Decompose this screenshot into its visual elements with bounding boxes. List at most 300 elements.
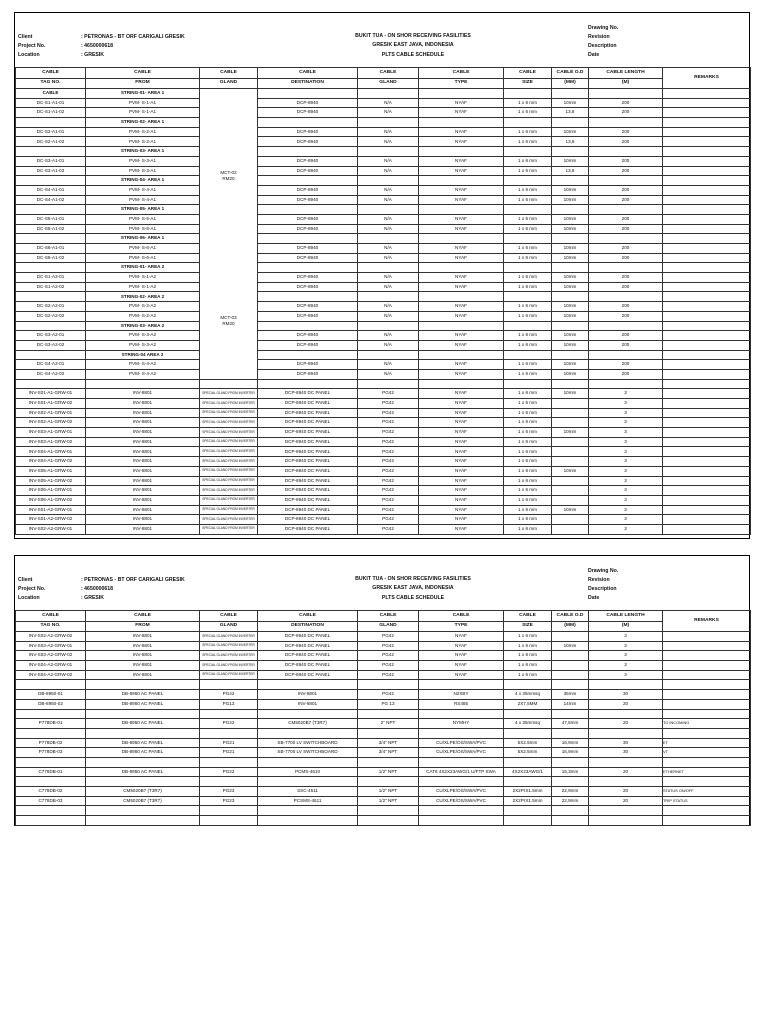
table-row bbox=[16, 389, 751, 399]
cable-type-cell: NYAF bbox=[419, 331, 504, 341]
empty-cell bbox=[552, 379, 589, 389]
cable-type-cell: NYAF bbox=[419, 466, 504, 476]
cable-tag-cell: P778DB-03 bbox=[16, 748, 86, 758]
cable-tag-cell: C778DB-02 bbox=[16, 787, 86, 797]
col-gland-subheader: GLAND bbox=[200, 78, 258, 89]
empty-cell bbox=[504, 147, 552, 157]
remarks-cell bbox=[663, 495, 751, 505]
cable-tag-cell: DC-S4-A2-02 bbox=[16, 369, 86, 379]
empty-cell bbox=[86, 379, 200, 389]
empty-cell bbox=[552, 728, 589, 738]
table-row bbox=[16, 690, 751, 700]
cable-size-cell: 1 x 6 mm bbox=[504, 214, 552, 224]
cable-tag-cell: DC-S2-A1-01 bbox=[16, 127, 86, 137]
cable-from-cell: PVM- S-4-A2 bbox=[86, 369, 200, 379]
cable-size-cell: 1 x 6 mm bbox=[504, 466, 552, 476]
client-label: Client bbox=[18, 577, 33, 583]
cable-gland2-cell: N/A bbox=[358, 185, 419, 195]
empty-cell bbox=[200, 728, 258, 738]
cable-from-cell: INV-8801 bbox=[86, 457, 200, 467]
cable-size-cell: 1 x 6 mm bbox=[504, 389, 552, 399]
cable-from-cell: DB-8950 AC PANEL bbox=[86, 690, 200, 700]
sheet-header bbox=[15, 556, 749, 610]
cable-destination-cell: DCP-8940 DC PANEL bbox=[258, 515, 358, 525]
cable-from-cell: CM5020B7 (T3R7) bbox=[86, 796, 200, 806]
cable-tag-cell: DC-S3-A2-01 bbox=[16, 331, 86, 341]
empty-cell bbox=[16, 379, 86, 389]
cable-type-cell: NYAF bbox=[419, 340, 504, 350]
remarks-cell bbox=[663, 418, 751, 428]
cable-schedule-sheet-1 bbox=[14, 12, 750, 539]
cable-destination-cell: DCP-8940 bbox=[258, 98, 358, 108]
empty-cell bbox=[589, 379, 663, 389]
empty-cell bbox=[358, 321, 419, 331]
special-gland-cell: SPECIAL GLAND FROM INVERTER bbox=[200, 476, 258, 486]
cable-tag-cell: DC-S2-A2-02 bbox=[16, 311, 86, 321]
table-row bbox=[16, 787, 751, 797]
remarks-cell: TRIP STATUS bbox=[663, 796, 751, 806]
cable-tag-cell: DC-S5-A1-02 bbox=[16, 224, 86, 234]
cable-od-cell: 10mm bbox=[552, 428, 589, 438]
remarks-cell bbox=[663, 360, 751, 370]
cable-destination-cell: DCP-8940 DC PANEL bbox=[258, 418, 358, 428]
cable-type-cell: NYAF bbox=[419, 98, 504, 108]
cable-tag-cell: C778DB-01 bbox=[16, 767, 86, 777]
empty-cell bbox=[663, 234, 751, 244]
cable-tag-cell bbox=[16, 263, 86, 273]
cable-from-cell: INV-8801 bbox=[86, 389, 200, 399]
cable-length-cell: 3 bbox=[589, 437, 663, 447]
cable-destination-cell: DCP-8940 bbox=[258, 185, 358, 195]
cable-od-cell: 35mm bbox=[552, 690, 589, 700]
remarks-cell bbox=[663, 244, 751, 254]
remarks-cell bbox=[663, 331, 751, 341]
empty-cell bbox=[663, 205, 751, 215]
cable-size-cell: 4X2X23AWG/1 bbox=[504, 767, 552, 777]
empty-cell bbox=[16, 806, 86, 816]
cable-length-cell: 3 bbox=[589, 505, 663, 515]
cable-tag-cell: INV-S03-A2-GRW-01 bbox=[16, 641, 86, 651]
cable-gland2-cell: N/A bbox=[358, 195, 419, 205]
cable-from-cell: INV-8801 bbox=[86, 447, 200, 457]
cable-gland2-cell: PG42 bbox=[358, 486, 419, 496]
cable-type-cell: NYAF bbox=[419, 389, 504, 399]
remarks-cell: ETHERNET bbox=[663, 767, 751, 777]
cable-type-cell: NYAF bbox=[419, 408, 504, 418]
empty-cell bbox=[258, 176, 358, 186]
cable-type-cell: NYAF bbox=[419, 224, 504, 234]
empty-cell bbox=[86, 806, 200, 816]
string-group-row bbox=[16, 205, 751, 215]
date-label: Date bbox=[588, 595, 600, 601]
empty-cell bbox=[358, 263, 419, 273]
location-label: Location bbox=[18, 52, 40, 58]
cable-od-cell: 10mm bbox=[552, 389, 589, 399]
cable-size-cell: 1 x 6 mm bbox=[504, 408, 552, 418]
project-value: : 4650000618 bbox=[81, 586, 114, 592]
cable-length-cell: 3 bbox=[589, 495, 663, 505]
cable-table-2 bbox=[15, 610, 751, 826]
cable-tag-cell bbox=[16, 234, 86, 244]
remarks-cell: STATUS ON/OFF bbox=[663, 787, 751, 797]
cable-destination-cell: DCP-8940 bbox=[258, 137, 358, 147]
cable-size-cell: 5X2.5mm bbox=[504, 748, 552, 758]
cable-type-cell: RS485 bbox=[419, 699, 504, 709]
blank-row bbox=[16, 379, 751, 389]
special-gland-cell: SPECIAL GLAND FROM INVERTER bbox=[200, 408, 258, 418]
cable-size-cell: 1 x 6 mm bbox=[504, 515, 552, 525]
cable-size-cell: 1 x 6 mm bbox=[504, 476, 552, 486]
cable-from-cell: PVM- S-3-A2 bbox=[86, 331, 200, 341]
special-gland-cell: SPECIAL GLAND FROM INVERTER bbox=[200, 651, 258, 661]
cable-gland2-cell: PG42 bbox=[358, 476, 419, 486]
cable-type-cell: NYAF bbox=[419, 360, 504, 370]
cable-size-cell: 1 x 6 mm bbox=[504, 360, 552, 370]
table-row bbox=[16, 253, 751, 263]
cable-destination-cell: DCP-8940 bbox=[258, 166, 358, 176]
remarks-cell bbox=[663, 311, 751, 321]
cable-tag-cell bbox=[16, 147, 86, 157]
cable-gland2-cell: N/A bbox=[358, 253, 419, 263]
empty-cell bbox=[419, 709, 504, 719]
remarks-cell bbox=[663, 273, 751, 283]
string-group-label: STRING-01- AREA 2 bbox=[86, 263, 200, 273]
cable-from-cell: INV-8801 bbox=[86, 428, 200, 438]
cable-gland2-cell: N/A bbox=[358, 137, 419, 147]
cable-od-cell: 22,9mm bbox=[552, 796, 589, 806]
project-label: Project No. bbox=[18, 43, 46, 49]
cable-size-cell: 1 x 6 mm bbox=[504, 505, 552, 515]
remarks-cell bbox=[663, 408, 751, 418]
empty-cell bbox=[358, 147, 419, 157]
cable-type-cell: NYAF bbox=[419, 457, 504, 467]
cable-type-cell: NYAF bbox=[419, 311, 504, 321]
remarks-cell: ET bbox=[663, 738, 751, 748]
cable-tag-cell bbox=[16, 321, 86, 331]
table-row bbox=[16, 796, 751, 806]
cable-type-cell: NYAF bbox=[419, 428, 504, 438]
cable-destination-cell: PCSMS-4611 bbox=[258, 796, 358, 806]
cable-length-cell: 3 bbox=[589, 632, 663, 642]
empty-cell bbox=[552, 321, 589, 331]
cable-size-cell: 1 x 6 mm bbox=[504, 457, 552, 467]
cable-length-cell: 3 bbox=[589, 476, 663, 486]
cable-from-cell: PVM- S-4-A1 bbox=[86, 185, 200, 195]
cable-od-cell: 10mm bbox=[552, 185, 589, 195]
blank-row bbox=[16, 680, 751, 690]
cable-length-cell: 200 bbox=[589, 108, 663, 118]
cable-from-cell: INV-8801 bbox=[86, 418, 200, 428]
cable-gland2-cell: N/A bbox=[358, 331, 419, 341]
table-row bbox=[16, 524, 751, 534]
empty-cell bbox=[504, 350, 552, 360]
cable-od-cell: 13,8 bbox=[552, 108, 589, 118]
cable-length-cell: 3 bbox=[589, 466, 663, 476]
cable-gland2-cell: 1/2" NPT bbox=[358, 767, 419, 777]
cable-gland2-cell: PG42 bbox=[358, 389, 419, 399]
col-tag-subheader: TAG NO. bbox=[16, 78, 86, 89]
cable-from-cell: INV-8801 bbox=[86, 476, 200, 486]
cable-destination-cell: DCP-8940 bbox=[258, 331, 358, 341]
remarks-cell bbox=[663, 699, 751, 709]
cable-destination-cell: DCP-8940 DC PANEL bbox=[258, 437, 358, 447]
remarks-cell bbox=[663, 486, 751, 496]
empty-cell bbox=[258, 89, 358, 99]
cable-length-cell: 3 bbox=[589, 515, 663, 525]
cable-od-cell: 10mm bbox=[552, 311, 589, 321]
cable-length-cell: 200 bbox=[589, 224, 663, 234]
cable-length-cell: 200 bbox=[589, 331, 663, 341]
cable-gland-cell: PG22 bbox=[200, 767, 258, 777]
cable-tag-cell: INV-S02-A1-GRW-02 bbox=[16, 418, 86, 428]
cable-size-cell: 1 x 6 mm bbox=[504, 98, 552, 108]
empty-cell bbox=[589, 757, 663, 767]
cable-gland2-cell: 3/4" NPT bbox=[358, 748, 419, 758]
cable-destination-cell: DCP-8940 bbox=[258, 108, 358, 118]
cable-tag-cell: INV-S06-A1-GRW-01 bbox=[16, 486, 86, 496]
empty-cell bbox=[258, 757, 358, 767]
cable-from-cell: PVM- S-2-A1 bbox=[86, 137, 200, 147]
cable-length-cell: 200 bbox=[589, 137, 663, 147]
empty-cell bbox=[258, 350, 358, 360]
string-group-label: STRING-04- AREA 1 bbox=[86, 176, 200, 186]
blank-row bbox=[16, 806, 751, 816]
cable-gland2-cell: PG 13 bbox=[358, 699, 419, 709]
table-row bbox=[16, 495, 751, 505]
cable-from-cell: INV-8801 bbox=[86, 651, 200, 661]
location-value: : GRESIK bbox=[81, 52, 105, 58]
cable-destination-cell: DCP-8940 DC PANEL bbox=[258, 466, 358, 476]
gland-mct02-cell bbox=[200, 89, 258, 263]
cable-gland2-cell: PG42 bbox=[358, 670, 419, 680]
cable-od-cell: 10mm bbox=[552, 224, 589, 234]
empty-cell bbox=[504, 816, 552, 826]
table-row bbox=[16, 311, 751, 321]
cable-length-cell: 30 bbox=[589, 690, 663, 700]
cable-od-cell: 10mm bbox=[552, 156, 589, 166]
location-label: Location bbox=[18, 595, 40, 601]
empty-cell bbox=[504, 321, 552, 331]
description-label: Description bbox=[588, 586, 617, 592]
cable-type-cell: NYAF bbox=[419, 418, 504, 428]
cable-size-cell: 1 x 6 mm bbox=[504, 340, 552, 350]
cable-size-cell: 1 x 6 mm bbox=[504, 495, 552, 505]
cable-size-cell: 1 x 6 mm bbox=[504, 661, 552, 671]
cable-size-cell: 1 x 6 mm bbox=[504, 282, 552, 292]
cable-gland2-cell: PG42 bbox=[358, 457, 419, 467]
cable-tag-cell: INV-S03-A1-GRW-01 bbox=[16, 428, 86, 438]
cable-od-cell: 13,8 bbox=[552, 166, 589, 176]
empty-cell bbox=[663, 728, 751, 738]
empty-cell bbox=[258, 806, 358, 816]
remarks-cell bbox=[663, 651, 751, 661]
cable-length-cell: 20 bbox=[589, 787, 663, 797]
cable-tag-cell: DC-S5-A1-01 bbox=[16, 214, 86, 224]
special-gland-cell: SPECIAL GLAND FROM INVERTER bbox=[200, 641, 258, 651]
empty-cell bbox=[86, 680, 200, 690]
empty-cell bbox=[552, 205, 589, 215]
table-row bbox=[16, 331, 751, 341]
empty-cell bbox=[200, 709, 258, 719]
empty-cell bbox=[258, 118, 358, 128]
table-row bbox=[16, 224, 751, 234]
cable-tag-cell: DC-S1-A2-02 bbox=[16, 282, 86, 292]
empty-cell bbox=[663, 757, 751, 767]
cable-od-cell bbox=[552, 661, 589, 671]
empty-cell bbox=[200, 816, 258, 826]
cable-from-cell: PVM- S-3-A1 bbox=[86, 156, 200, 166]
empty-cell bbox=[589, 321, 663, 331]
cable-from-cell: DB-8950 AC PANEL bbox=[86, 699, 200, 709]
cable-tag-cell bbox=[16, 118, 86, 128]
col-size-header: CABLE bbox=[504, 611, 552, 622]
gland-mct02: MCT-02 bbox=[220, 169, 237, 175]
cable-od-cell bbox=[552, 418, 589, 428]
cable-from-cell: PVM- S-1-A2 bbox=[86, 273, 200, 283]
empty-cell bbox=[663, 806, 751, 816]
cable-tag-cell: DC-S1-A2-01 bbox=[16, 273, 86, 283]
cable-gland2-cell: PG42 bbox=[358, 651, 419, 661]
table-row bbox=[16, 195, 751, 205]
table-row bbox=[16, 738, 751, 748]
cable-gland2-cell: N/A bbox=[358, 340, 419, 350]
table-row bbox=[16, 632, 751, 642]
remarks-cell bbox=[663, 108, 751, 118]
empty-cell bbox=[258, 263, 358, 273]
cable-type-cell: N2XBY bbox=[419, 690, 504, 700]
table-row bbox=[16, 515, 751, 525]
cable-destination-cell: DCP-8940 bbox=[258, 360, 358, 370]
cable-destination-cell: SSC-4511 bbox=[258, 787, 358, 797]
empty-cell bbox=[552, 806, 589, 816]
cable-type-cell: NYAF bbox=[419, 632, 504, 642]
empty-cell bbox=[663, 147, 751, 157]
empty-cell bbox=[589, 205, 663, 215]
table-row bbox=[16, 428, 751, 438]
cable-tag-cell: DC-S4-A1-02 bbox=[16, 195, 86, 205]
special-gland-cell: SPECIAL GLAND FROM INVERTER bbox=[200, 457, 258, 467]
string-group-label: STRING-03- AREA 2 bbox=[86, 321, 200, 331]
cable-type-cell: NYAF bbox=[419, 651, 504, 661]
empty-cell bbox=[504, 118, 552, 128]
cable-length-cell: 3 bbox=[589, 389, 663, 399]
cable-length-cell: 3 bbox=[589, 670, 663, 680]
cable-length-cell: 20 bbox=[589, 699, 663, 709]
cable-od-cell: 10mm bbox=[552, 331, 589, 341]
cable-length-cell: 200 bbox=[589, 98, 663, 108]
blank-row bbox=[16, 777, 751, 787]
empty-cell bbox=[358, 118, 419, 128]
remarks-cell: TO INCOMING bbox=[663, 719, 751, 729]
cable-od-cell bbox=[552, 632, 589, 642]
cable-destination-cell: DCP-8940 bbox=[258, 244, 358, 254]
project-subtitle: GRESIK EAST JAVA, INDONESIA bbox=[372, 42, 454, 48]
drawing-no-label: Drawing No. bbox=[588, 568, 619, 574]
cable-from-cell: PVM- S-2-A2 bbox=[86, 302, 200, 312]
cable-size-cell: 1 x 6 mm bbox=[504, 399, 552, 409]
empty-cell bbox=[358, 709, 419, 719]
empty-cell bbox=[16, 709, 86, 719]
drawing-no-label: Drawing No. bbox=[588, 25, 619, 31]
cable-tag-cell bbox=[16, 350, 86, 360]
col-od-subheader: (MM) bbox=[552, 78, 589, 89]
empty-cell bbox=[358, 205, 419, 215]
cable-size-cell: 1 x 6 mm bbox=[504, 428, 552, 438]
remarks-cell bbox=[663, 156, 751, 166]
empty-cell bbox=[504, 777, 552, 787]
cable-length-cell: 200 bbox=[589, 244, 663, 254]
empty-cell bbox=[358, 350, 419, 360]
cable-tag-cell: INV-S04-A2-GRW-02 bbox=[16, 670, 86, 680]
cable-destination-cell: PCMS-4610 bbox=[258, 767, 358, 777]
empty-cell bbox=[86, 816, 200, 826]
cable-size-cell: 1 x 6 mm bbox=[504, 369, 552, 379]
empty-cell bbox=[419, 205, 504, 215]
empty-cell bbox=[504, 757, 552, 767]
cable-tag-cell: DC-S3-A1-01 bbox=[16, 156, 86, 166]
cable-od-cell: 13,8 bbox=[552, 137, 589, 147]
cable-od-cell bbox=[552, 457, 589, 467]
cable-from-cell: PVM- S-1-A1 bbox=[86, 98, 200, 108]
cable-size-cell: 1 x 6 mm bbox=[504, 137, 552, 147]
project-title: BUKIT TUA - ON SHOR RECEIVING FASILITIES bbox=[355, 576, 471, 582]
cable-size-cell: 1 x 6 mm bbox=[504, 641, 552, 651]
cable-destination-cell: DCP-8940 DC PANEL bbox=[258, 524, 358, 534]
cable-gland2-cell: PG42 bbox=[358, 641, 419, 651]
empty-cell bbox=[663, 709, 751, 719]
empty-cell bbox=[358, 777, 419, 787]
table-row bbox=[16, 185, 751, 195]
cable-tag-cell: INV-S01-A1-GRW-02 bbox=[16, 399, 86, 409]
remarks-cell bbox=[663, 641, 751, 651]
table-row bbox=[16, 699, 751, 709]
cable-destination-cell: DCP-8940 DC PANEL bbox=[258, 457, 358, 467]
table-row bbox=[16, 340, 751, 350]
special-gland-cell: SPECIAL GLAND FROM INVERTER bbox=[200, 505, 258, 515]
cable-type-cell: NYAF bbox=[419, 156, 504, 166]
cable-destination-cell: CM5020B7 (T3R7) bbox=[258, 719, 358, 729]
col-type-subheader: TYPE bbox=[419, 78, 504, 89]
cable-tag-cell: DC-S1-A1-01 bbox=[16, 98, 86, 108]
col-from-subheader: FROM bbox=[86, 78, 200, 89]
cable-size-cell: 1 x 6 mm bbox=[504, 437, 552, 447]
schedule-title: PLTS CABLE SCHEDULE bbox=[381, 595, 445, 601]
cable-length-cell: 30 bbox=[589, 748, 663, 758]
remarks-cell bbox=[663, 369, 751, 379]
cable-destination-cell: DCP-8940 DC PANEL bbox=[258, 428, 358, 438]
cable-od-cell: 10mm bbox=[552, 214, 589, 224]
cable-tag-cell: DC-S3-A2-02 bbox=[16, 340, 86, 350]
cable-type-cell: NYAF bbox=[419, 437, 504, 447]
table-row bbox=[16, 98, 751, 108]
cable-tag-cell: INV-S04-A2-GRW-01 bbox=[16, 661, 86, 671]
cable-gland2-cell: PG42 bbox=[358, 632, 419, 642]
empty-cell bbox=[16, 816, 86, 826]
cable-gland-cell: PG23 bbox=[200, 796, 258, 806]
cable-gland2-cell: N/A bbox=[358, 369, 419, 379]
string-group-row bbox=[16, 89, 751, 99]
schedule-title: PLTS CABLE SCHEDULE bbox=[381, 52, 445, 58]
empty-cell bbox=[589, 680, 663, 690]
cable-destination-cell: DCP-8940 bbox=[258, 195, 358, 205]
table-row bbox=[16, 166, 751, 176]
col-tag-header: CABLE bbox=[16, 611, 86, 622]
cable-size-cell: 1 x 6 mm bbox=[504, 127, 552, 137]
cable-from-cell: DB-8950 AC PANEL bbox=[86, 748, 200, 758]
special-gland-cell: SPECIAL GLAND FROM INVERTER bbox=[200, 486, 258, 496]
empty-cell bbox=[589, 263, 663, 273]
cable-od-cell bbox=[552, 447, 589, 457]
